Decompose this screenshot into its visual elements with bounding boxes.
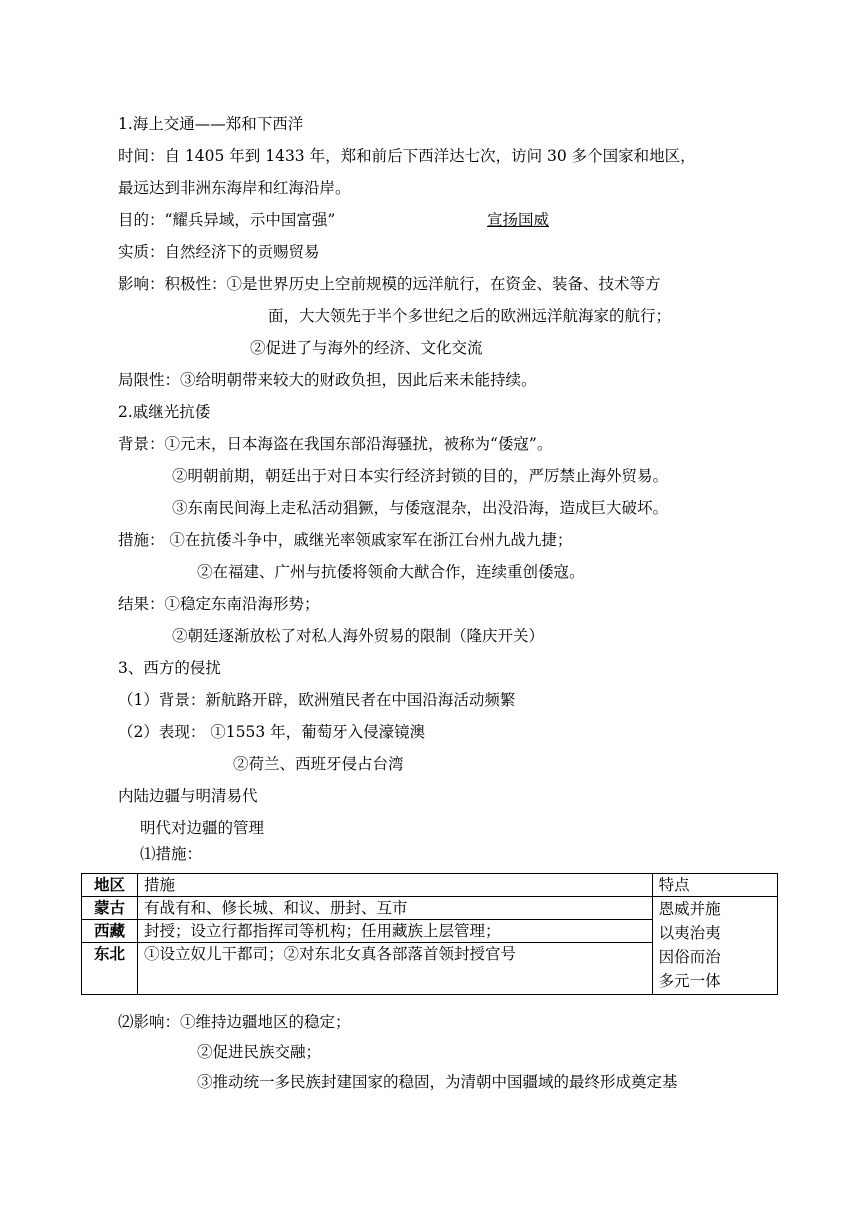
measures-label: ⑴措施： [140,845,203,863]
measure-cell: 封授；设立行都指挥司等机构；任用藏族上层管理； [138,920,653,943]
region-cell: 西藏 [82,920,138,943]
impact-line-1: 影响：积极性：①是世界历史上空前规模的远洋航行，在资金、装备、技术等方 [118,275,661,293]
limitation-line: 局限性：③给明朝带来较大的财政负担，因此后来未能持续。 [118,371,537,389]
background-line-1: 背景：①元末，日本海盗在我国东部沿海骚扰，被称为“倭寇”。 [118,435,553,453]
frontier-table [81,873,778,995]
impact-summary-3: ③推动统一多民族封建国家的稳固，为清朝中国疆域的最终形成奠定基 [197,1073,678,1091]
impact-line-3: ②促进了与海外的经济、文化交流 [250,339,483,357]
header-measure: 措施 [138,874,653,897]
impact-summary-2: ②促进民族交融； [197,1043,322,1061]
background-line-3: ③东南民间海上走私活动猖獗，与倭寇混杂，出没沿海，造成巨大破坏。 [172,499,669,517]
region-cell: 东北 [82,943,138,995]
header-region: 地区 [82,874,138,897]
feature-item: 多元一体 [658,972,721,990]
measure-line-2: ②在福建、广州与抗倭将领俞大猷合作，连续重创倭寇。 [197,563,585,581]
section-title-zhenghe: 1.海上交通——郑和下西洋 [118,115,304,133]
impact-line-2: 面，大大领先于半个多世纪之后的欧洲远洋航海家的航行； [268,307,672,325]
time-line-1: 时间：自 1405 年到 1433 年，郑和前后下西洋达七次，访问 30 多个国家和地区， [118,147,696,165]
west-show-1: （2）表现： ①1553 年，葡萄牙入侵濠镜澳 [118,723,426,741]
region-cell: 蒙古 [82,897,138,920]
feature-item: 因俗而治 [658,948,721,966]
essence-line: 实质：自然经济下的贡赐贸易 [118,243,320,261]
header-feature: 特点 [652,874,777,897]
measure-cell: 有战有和、修长城、和议、册封、互市 [138,897,653,920]
section-title-qijiguang: 2.戚继光抗倭 [118,403,211,421]
measure-cell: ①设立奴儿干都司；②对东北女真各部落首领封授官号 [138,943,653,995]
subsection-title: 明代对边疆的管理 [140,819,265,837]
time-line-2: 最远达到非洲东海岸和红海沿岸。 [118,179,351,197]
feature-item: 以夷治夷 [658,924,721,942]
table-header-row [82,874,778,897]
west-show-2: ②荷兰、西班牙侵占台湾 [233,755,404,773]
purpose-note: 宣扬国威 [487,211,550,229]
section-title-west: 3、西方的侵扰 [118,659,221,677]
feature-cell [652,897,777,995]
feature-item: 恩威并施 [658,900,721,918]
background-line-2: ②明朝前期，朝廷出于对日本实行经济封锁的目的，严厉禁止海外贸易。 [172,467,669,485]
measure-line-1: 措施： ①在抗倭斗争中，戚继光率领戚家军在浙江台州九战九捷； [118,531,573,549]
purpose-line: 目的：“耀兵异域，示中国富强” [118,211,336,229]
result-line-2: ②朝廷逐渐放松了对私人海外贸易的限制（隆庆开关） [172,627,545,645]
west-background: （1）背景：新航路开辟，欧洲殖民者在中国沿海活动频繁 [118,691,516,709]
impact-summary-1: ⑵影响：①维持边疆地区的稳定； [118,1013,351,1031]
table-row [82,897,778,920]
section-title-inland: 内陆边疆与明清易代 [118,787,258,805]
result-line-1: 结果：①稳定东南沿海形势； [118,595,320,613]
